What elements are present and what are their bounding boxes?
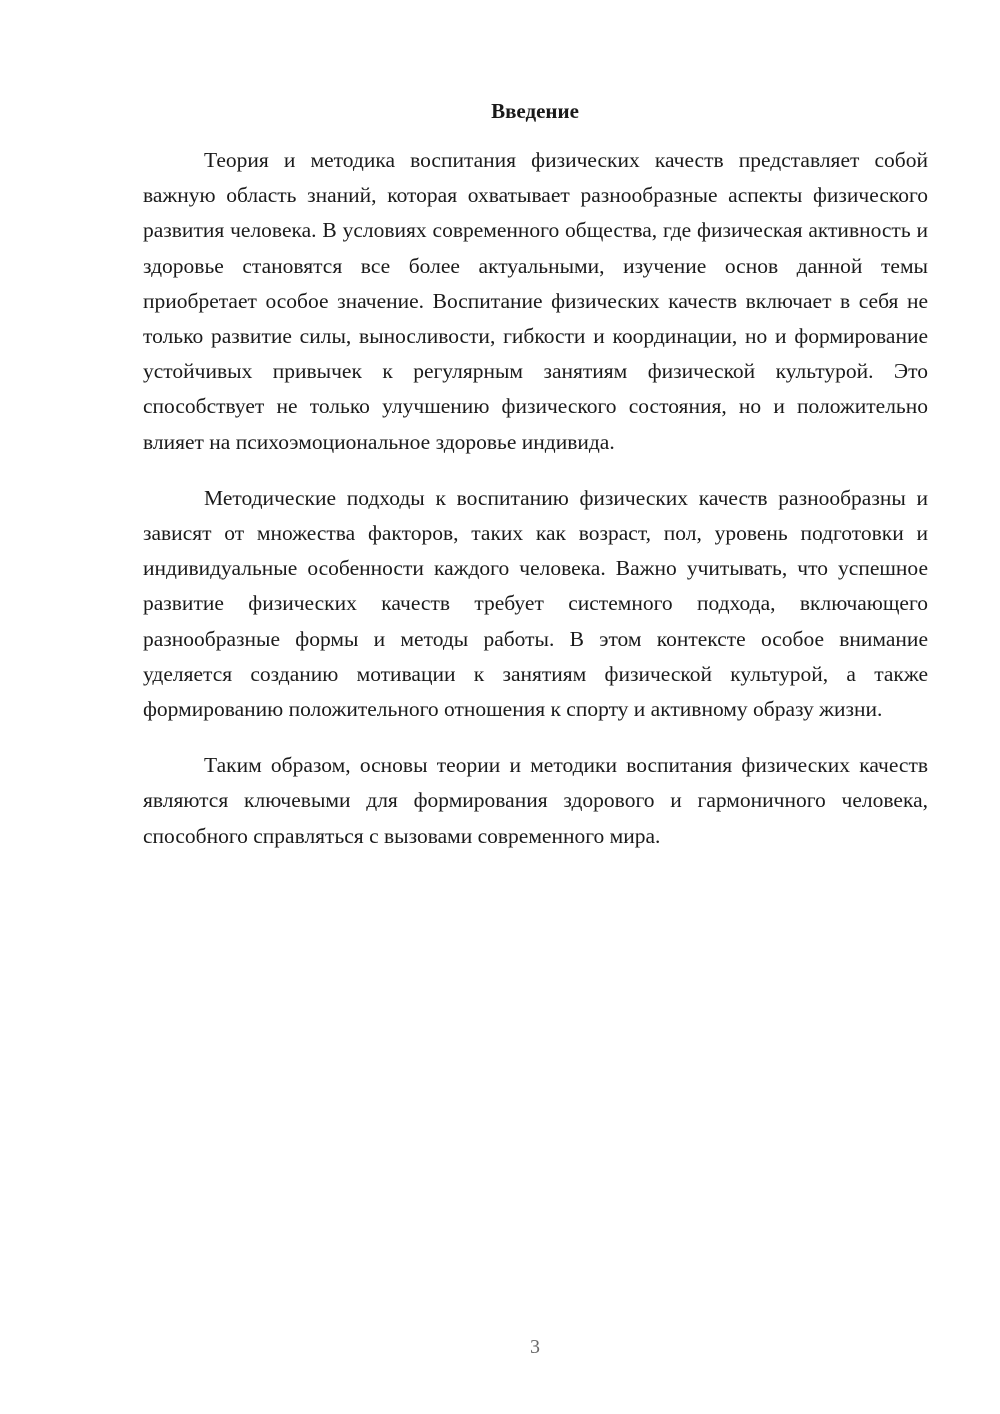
paragraph-2: Методические подходы к воспитанию физических качеств разнообразны и зависят от множества факторов, таких как возраст, пол, уровень подготовки и индивидуальные особенности каждого человека. Важно учитывать, что успешное развитие физических качеств требует системного подхода, включающего разнообразные формы и методы работы. В этом контексте особое внимание уделяется созданию мотивации к занятиям физической культурой, а также формированию положительного отношения к спорту и активному образу жизни. bbox=[143, 485, 928, 722]
body-text bbox=[143, 143, 928, 875]
section-heading: Введение bbox=[491, 99, 579, 123]
paragraph-1: Теория и методика воспитания физических качеств представляет собой важную область знаний, которая охватывает разнообразные аспекты физического развития человека. В условиях современного общества, где физическая активность и здоровье становятся все более актуальными, изучение основ данной темы приобретает особое значение. Воспитание физических качеств включает в себя не только развитие силы, выносливости, гибкости и координации, но и формирование устойчивых привычек к регулярным занятиям физической культурой. Это способствует не только улучшению физического состояния, но и положительно влияет на психоэмоциональное здоровье индивида. bbox=[143, 148, 928, 454]
paragraph-3: Таким образом, основы теории и методики воспитания физических качеств являются ключевыми для формирования здорового и гармоничного человека, способного справляться с вызовами современного мира. bbox=[143, 753, 928, 848]
page-number: 3 bbox=[530, 1336, 540, 1358]
